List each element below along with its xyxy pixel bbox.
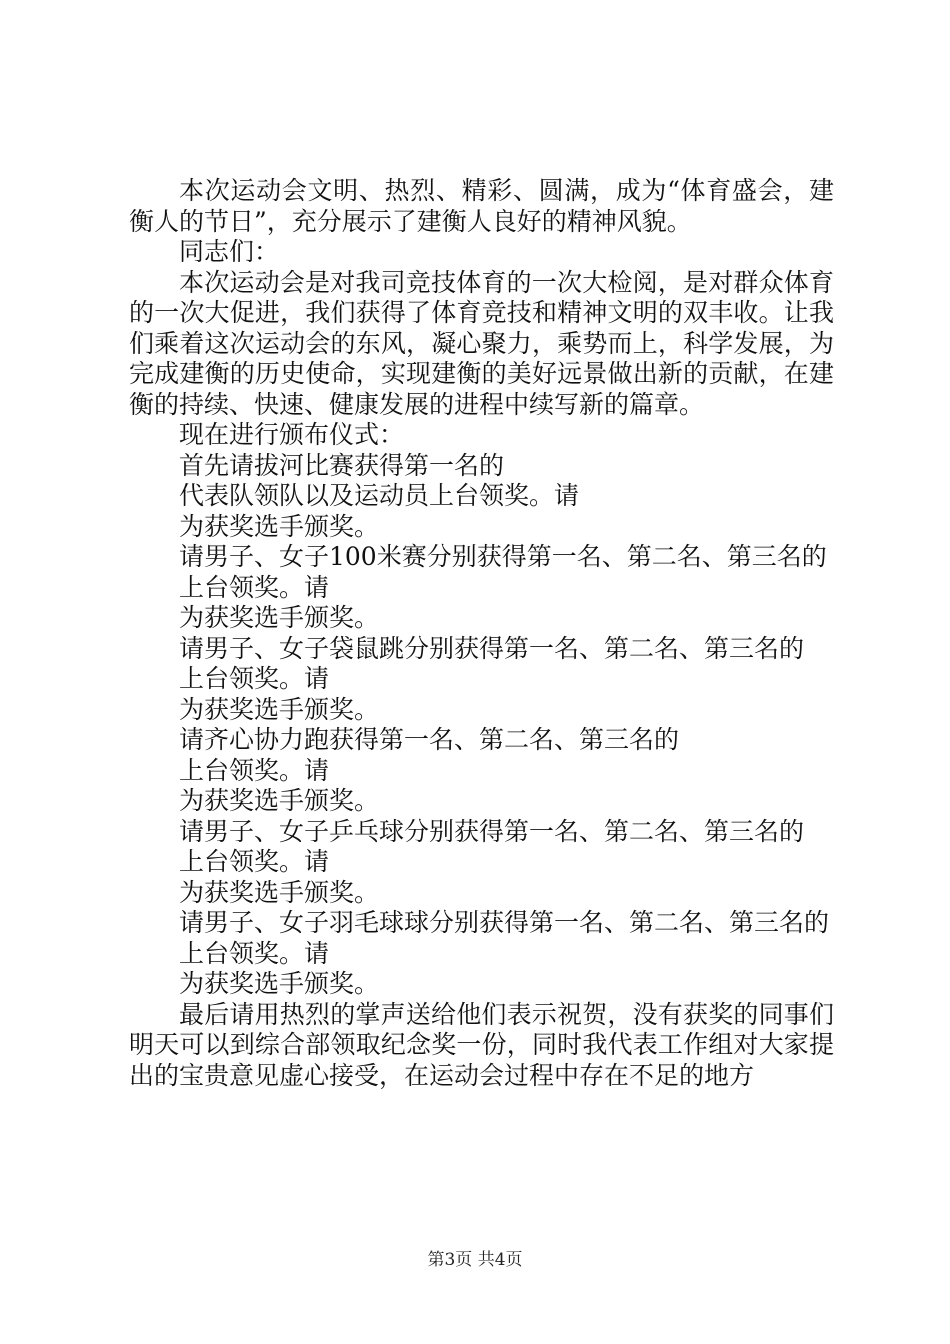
paragraph: 上台领奖。请 — [179, 847, 330, 876]
paragraph: 请男子、女子乒乓球分别获得第一名、第二名、第三名的 — [179, 816, 805, 846]
paragraph: 本次运动会文明、热烈、精彩、圆满，成为“体育盛会，建衡人的节日”，充分展示了建衡人良好的精神风貌。 — [129, 176, 834, 236]
paragraph: 最后请用热烈的掌声送给他们表示祝贺，没有获奖的同事们明天可以到综合部领取纪念奖一份，同时我代表工作组对大家提出的宝贵意见虚心接受，在运动会过程中存在不足的地方 — [129, 999, 834, 1090]
paragraph: 上台领奖。请 — [179, 664, 330, 693]
page-number: 第3页 共4页 — [427, 1250, 523, 1270]
paragraph: 上台领奖。请 — [179, 572, 330, 602]
paragraph: 请齐心协力跑获得第一名、第二名、第三名的 — [179, 725, 680, 754]
paragraph: 代表队领队以及运动员上台领奖。请 — [179, 481, 580, 510]
paragraph: 首先请拔河比赛获得第一名的 — [179, 450, 505, 480]
paragraph: 为获奖选手颁奖。 — [179, 786, 380, 815]
paragraph: 请男子、女子羽毛球球分别获得第一名、第二名、第三名的 — [179, 908, 830, 937]
paragraph: 本次运动会是对我司竞技体育的一次大检阅，是对群众体育的一次大促进，我们获得了体育竞技和精神文明的双丰收。让我们乘着这次运动会的东风，凝心聚力，乘势而上，科学发展，为完成建衡的历史使命，实现建衡的美好远景做出新的贡献，在建衡的持续、快速、健康发展的进程中续写新的篇章。 — [129, 267, 834, 419]
paragraph: 上台领奖。请 — [179, 938, 330, 968]
paragraph: 为获奖选手颁奖。 — [179, 694, 380, 724]
page-footer — [0, 1250, 950, 1270]
paragraph: 上台领奖。请 — [179, 755, 330, 785]
paragraph: 为获奖选手颁奖。 — [179, 969, 380, 998]
paragraph: 为获奖选手颁奖。 — [179, 511, 380, 541]
paragraph: 为获奖选手颁奖。 — [179, 603, 380, 632]
paragraph: 现在进行颁布仪式： — [179, 420, 405, 449]
paragraph: 请男子、女子袋鼠跳分别获得第一名、第二名、第三名的 — [179, 633, 805, 663]
document-body — [129, 176, 834, 1091]
paragraph: 同志们： — [179, 237, 280, 266]
paragraph: 请男子、女子100米赛分别获得第一名、第二名、第三名的 — [179, 542, 827, 571]
paragraph: 为获奖选手颁奖。 — [179, 877, 380, 907]
